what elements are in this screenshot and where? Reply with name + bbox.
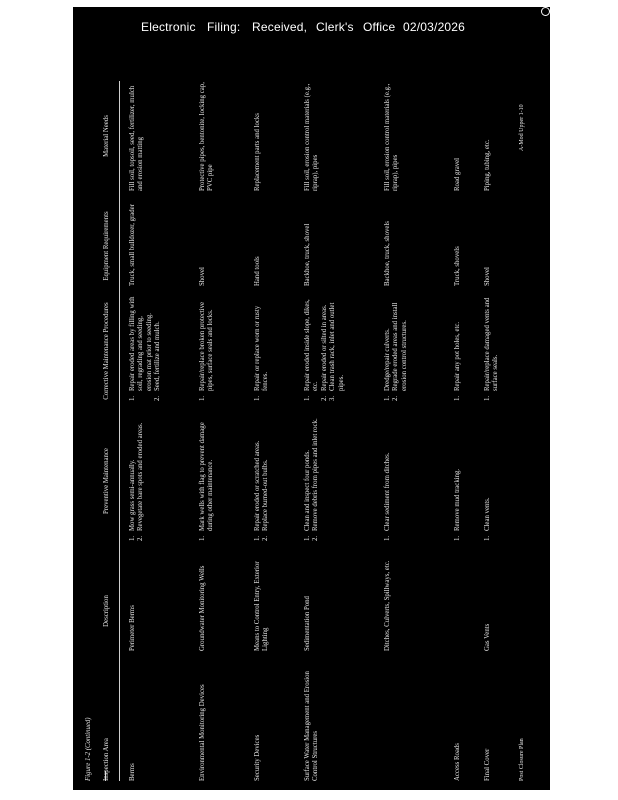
list-item bbox=[304, 411, 312, 541]
list-item bbox=[484, 296, 501, 401]
stamp-word: Office bbox=[363, 20, 396, 34]
item-number: 1. bbox=[484, 535, 491, 541]
list-item bbox=[454, 296, 462, 401]
item-number: 2. bbox=[137, 535, 145, 541]
item-number: 1. bbox=[384, 395, 391, 401]
list-item bbox=[321, 296, 329, 401]
cell-corrective bbox=[384, 296, 409, 401]
cell-equipment: Backhoe, truck, shovel bbox=[304, 223, 311, 286]
item-text: Mow grass semi-annually. bbox=[129, 459, 136, 531]
cell-corrective bbox=[254, 296, 271, 401]
item-number: 1. bbox=[199, 535, 206, 541]
scanned-page bbox=[73, 7, 550, 790]
list-item bbox=[154, 296, 162, 401]
cell-corrective bbox=[484, 296, 501, 401]
cell-preventive bbox=[129, 411, 146, 541]
cell-material: Road gravel bbox=[454, 157, 461, 191]
cell-corrective bbox=[454, 296, 462, 401]
cell-corrective bbox=[304, 296, 346, 401]
item-text: Seed, fertilize and mulch. bbox=[154, 321, 162, 391]
list-item bbox=[129, 296, 154, 401]
cell-description: Groundwater Monitoring Wells bbox=[199, 565, 206, 651]
cell-equipment: Truck, small bulldozer, grader bbox=[129, 204, 136, 286]
item-text: Repair or replace worn or rusty fences. bbox=[254, 305, 270, 391]
list-item bbox=[262, 411, 270, 541]
item-text: Repair eroded inside slope, dikes, etc. bbox=[304, 299, 320, 391]
item-text: Repair eroded or scratched areas. bbox=[254, 440, 261, 531]
item-number: 1. bbox=[254, 395, 261, 401]
cell-equipment: Truck, shovels bbox=[454, 246, 461, 286]
cell-area: Access Roads bbox=[454, 743, 461, 781]
cell-material: Protective pipes, bentonite, locking cap, PVC pipe bbox=[199, 82, 215, 191]
cell-equipment: Hand tools bbox=[254, 256, 261, 286]
cell-preventive bbox=[384, 411, 392, 541]
cell-area: Final Cover bbox=[484, 748, 491, 781]
item-number: 1. bbox=[384, 535, 391, 541]
cell-description: Gas Vents bbox=[484, 623, 491, 651]
cell-equipment: Shovel bbox=[484, 267, 491, 286]
divider bbox=[119, 81, 120, 781]
item-text: Regrade eroded areas and install erosion control structures. bbox=[392, 302, 408, 391]
stamp-word: Filing: bbox=[207, 20, 241, 34]
header-description: Description bbox=[103, 595, 110, 627]
list-item bbox=[454, 411, 462, 541]
list-item bbox=[384, 411, 392, 541]
header-material: Material Needs bbox=[103, 115, 110, 157]
header-corrective: Corrective Maintenance Procedures bbox=[103, 302, 110, 400]
item-text: Replace burned-out bulbs. bbox=[262, 459, 270, 531]
list-item bbox=[304, 296, 321, 401]
cell-preventive bbox=[484, 411, 492, 541]
figure-title: Figure 1-2 (Continued) bbox=[85, 717, 92, 781]
item-number: 3. bbox=[329, 395, 337, 401]
item-text: Dredge/repair culverts. bbox=[384, 328, 391, 391]
cell-equipment: Backhoe, truck, shovels bbox=[384, 221, 391, 286]
item-number: 1. bbox=[199, 395, 206, 401]
cell-description: Means to Control Entry, Exterior Lighting bbox=[254, 561, 270, 651]
item-text: Repair/replace damaged vents and surface seals. bbox=[484, 297, 500, 391]
item-text: Repair eroded areas by filling with soil, regrading and seeding, erosion mat prior to seeding. bbox=[129, 296, 153, 391]
item-text: Remove debris from pipes and inlet rock. bbox=[312, 418, 320, 531]
header-area: Inspection Area bbox=[103, 738, 110, 781]
cell-corrective bbox=[129, 296, 163, 401]
cell-area: Security Devices bbox=[254, 734, 261, 781]
item-text: Clear sediment from ditches. bbox=[384, 452, 391, 531]
punch-hole bbox=[541, 7, 550, 16]
stamp-date: 02/03/2026 bbox=[403, 20, 466, 34]
item-number: 1. bbox=[304, 535, 311, 541]
cell-corrective bbox=[199, 296, 216, 401]
header-equipment: Equipment Requirements bbox=[103, 211, 110, 281]
list-item bbox=[392, 296, 409, 401]
item-number: 2. bbox=[262, 535, 270, 541]
item-number: 1. bbox=[304, 395, 311, 401]
cell-description: Sedimentation Pond bbox=[304, 596, 311, 651]
cell-material: Replacement parts and locks bbox=[254, 113, 261, 191]
cell-description: Ditches, Culverts, Spillways, etc. bbox=[384, 560, 391, 651]
footer-right: A-Mod Upper 1-10 bbox=[519, 104, 525, 151]
item-number: 2. bbox=[154, 395, 162, 401]
item-number: 1. bbox=[129, 535, 136, 541]
cell-preventive bbox=[304, 411, 321, 541]
item-text: Repair any pot holes, etc. bbox=[454, 321, 461, 391]
list-item bbox=[254, 296, 271, 401]
item-text: Mark wells with flag to prevent damage during other maintenance. bbox=[199, 422, 215, 531]
cell-preventive bbox=[454, 411, 462, 541]
item-text: Repair/replace broken protective pipes, surface seals and locks. bbox=[199, 301, 215, 391]
stamp-word: Clerk's bbox=[316, 20, 354, 34]
stamp-word: Received, bbox=[252, 20, 308, 34]
list-item bbox=[329, 296, 346, 401]
cell-area: Surface Water Management and Erosion Control Structures bbox=[304, 671, 320, 781]
cell-area: Environmental Monitoring Devices bbox=[199, 684, 206, 781]
cell-preventive bbox=[254, 411, 271, 541]
item-number: 2. bbox=[312, 535, 320, 541]
item-text: Remove mud tracking. bbox=[454, 468, 461, 531]
list-item bbox=[199, 296, 216, 401]
item-text: Clean and inspect four ponds. bbox=[304, 450, 311, 531]
cell-material: Fill soil, erosion control materials (e.g., riprap), pipes bbox=[384, 83, 400, 191]
item-text: Clean vents. bbox=[484, 497, 491, 531]
list-item bbox=[312, 411, 320, 541]
list-item bbox=[137, 411, 145, 541]
list-item bbox=[129, 411, 137, 541]
item-number: 1. bbox=[484, 395, 491, 401]
header-preventive: Preventive Maintenance bbox=[103, 448, 110, 514]
cell-material: Fill soil, topsoil, seed, fertilizer, mulch and erosion matting bbox=[129, 85, 145, 191]
cell-area: Berms bbox=[129, 763, 136, 781]
cell-equipment: Shovel bbox=[199, 267, 206, 286]
list-item bbox=[384, 296, 392, 401]
item-number: 1. bbox=[129, 395, 136, 401]
rotated-table bbox=[79, 51, 539, 790]
cell-description: Perimeter Berms bbox=[129, 605, 136, 651]
filing-stamp bbox=[141, 20, 541, 36]
cell-material: Piping, tubing, etc. bbox=[484, 139, 491, 191]
cell-preventive bbox=[199, 411, 216, 541]
item-text: Clean trash rack, inlet and outlet pipes. bbox=[329, 302, 345, 391]
list-item bbox=[254, 411, 262, 541]
list-item bbox=[199, 411, 216, 541]
list-item bbox=[484, 411, 492, 541]
item-number: 1. bbox=[254, 535, 261, 541]
footer-left: Post Closure Plan bbox=[519, 738, 525, 781]
item-text: Revegetate bare spots and eroded areas. bbox=[137, 422, 145, 531]
item-text: Repair eroded or silted in areas. bbox=[320, 304, 328, 391]
item-number: 2. bbox=[392, 395, 400, 401]
item-number: 1. bbox=[454, 535, 461, 541]
item-number: 2. bbox=[320, 395, 328, 401]
stamp-word: Electronic bbox=[141, 20, 196, 34]
cell-material: Fill soil, erosion control materials (e.g., riprap), pipes bbox=[304, 83, 320, 191]
item-number: 1. bbox=[454, 395, 461, 401]
